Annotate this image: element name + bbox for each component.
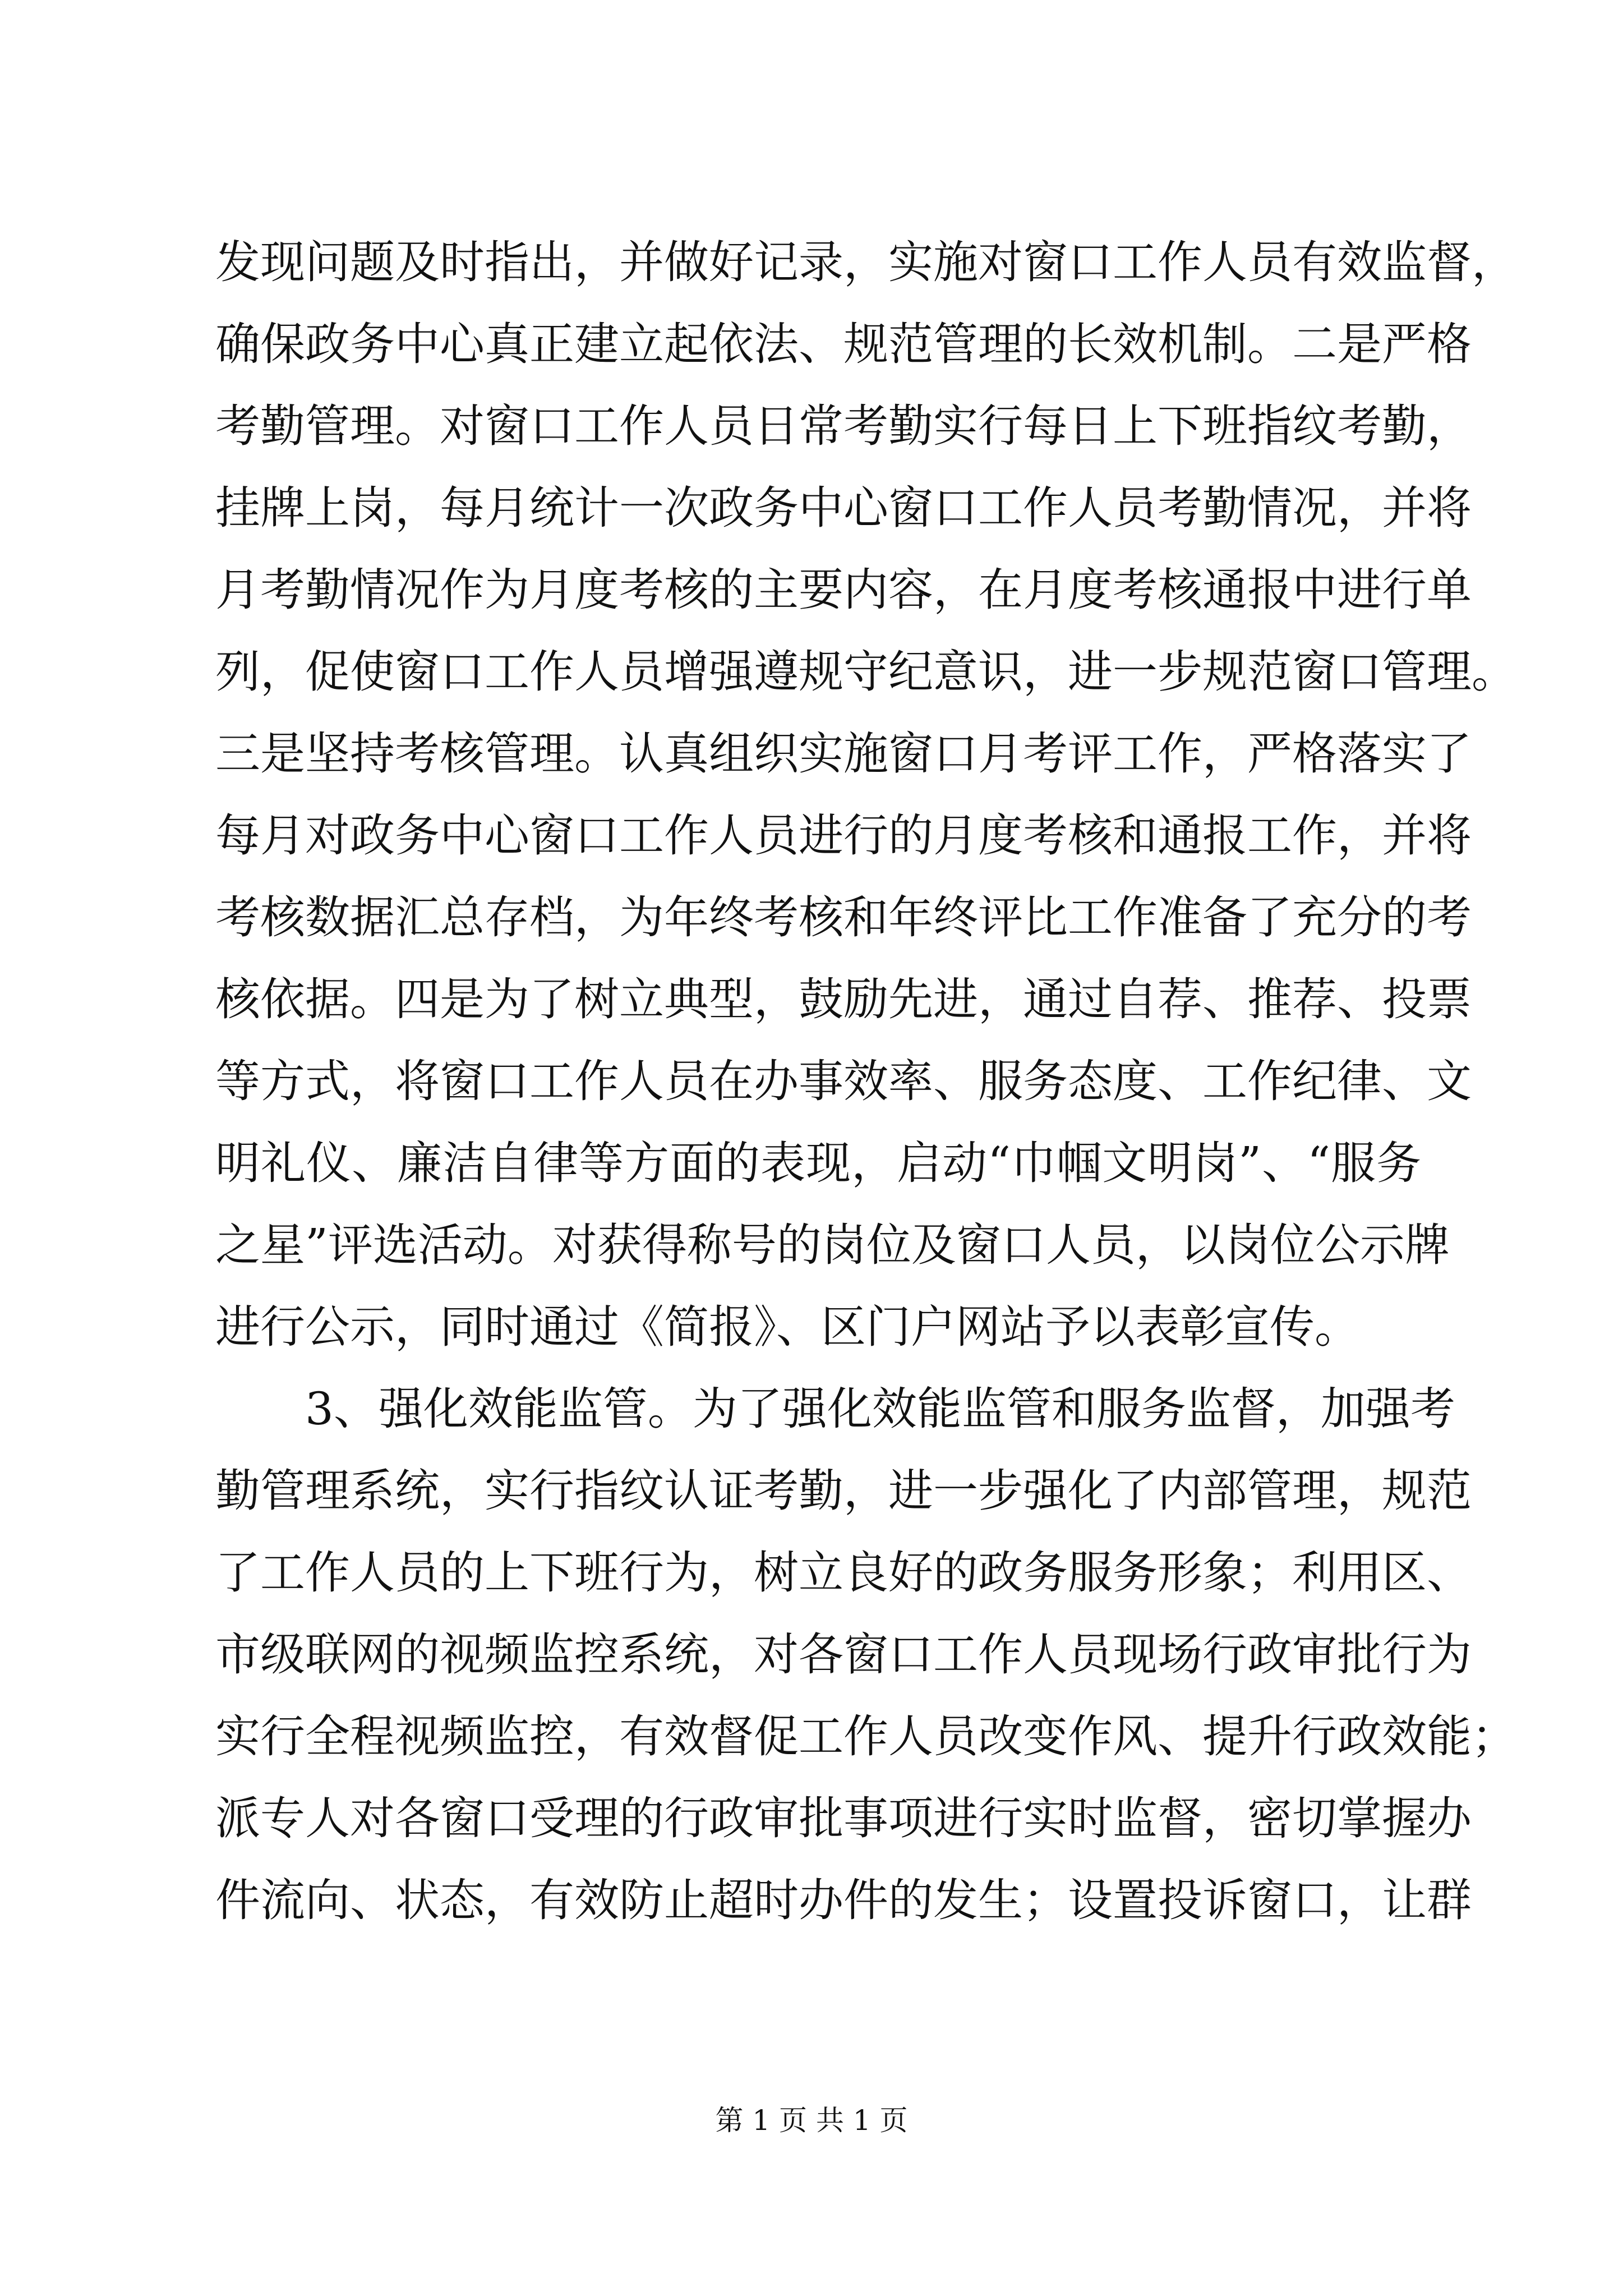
body-text (215, 222, 1516, 1941)
text-line: 进行公示，同时通过《简报》、区门户网站予以表彰宣传。 (215, 1301, 1359, 1353)
text-line: 三是坚持考核管理。认真组织实施窗口月考评工作，严格落实了 (215, 728, 1472, 780)
text-line: 实行全程视频监控，有效督促工作人员改变作风、提升行政效能； (215, 1710, 1516, 1763)
text-line: 之星”评选活动。对获得称号的岗位及窗口人员，以岗位公示牌 (215, 1219, 1450, 1271)
text-line: 每月对政务中心窗口工作人员进行的月度考核和通报工作，并将 (215, 809, 1472, 862)
paragraph-start-line: 3、强化效能监管。为了强化效能监管和服务监督，加强考 (305, 1383, 1455, 1435)
text-line: 列，促使窗口工作人员增强遵规守纪意识，进一步规范窗口管理。 (215, 646, 1516, 698)
text-line: 考勤管理。对窗口工作人员日常考勤实行每日上下班指纹考勤， (215, 400, 1472, 452)
page-number-footer: 第 1 页 共 1 页 (715, 2104, 908, 2137)
text-line: 件流向、状态，有效防止超时办件的发生；设置投诉窗口，让群 (215, 1874, 1472, 1926)
text-line: 挂牌上岗，每月统计一次政务中心窗口工作人员考勤情况，并将 (215, 482, 1472, 534)
text-line: 市级联网的视频监控系统，对各窗口工作人员现场行政审批行为 (215, 1628, 1472, 1681)
text-line: 派专人对各窗口受理的行政审批事项进行实时监督，密切掌握办 (215, 1792, 1472, 1844)
text-line: 确保政务中心真正建立起依法、规范管理的长效机制。二是严格 (215, 318, 1472, 370)
text-line: 等方式，将窗口工作人员在办事效率、服务态度、工作纪律、文 (215, 1055, 1472, 1107)
text-line: 核依据。四是为了树立典型，鼓励先进，通过自荐、推荐、投票 (215, 973, 1472, 1025)
text-line: 考核数据汇总存档，为年终考核和年终评比工作准备了充分的考 (215, 891, 1472, 944)
text-line: 明礼仪、廉洁自律等方面的表现，启动“巾帼文明岗”、“服务 (215, 1137, 1421, 1189)
text-line: 勤管理系统，实行指纹认证考勤，进一步强化了内部管理，规范 (215, 1465, 1472, 1517)
text-line: 发现问题及时指出，并做好记录，实施对窗口工作人员有效监督， (215, 236, 1516, 288)
text-line: 月考勤情况作为月度考核的主要内容，在月度考核通报中进行单 (215, 564, 1472, 616)
text-line: 了工作人员的上下班行为，树立良好的政务服务形象；利用区、 (215, 1547, 1472, 1599)
